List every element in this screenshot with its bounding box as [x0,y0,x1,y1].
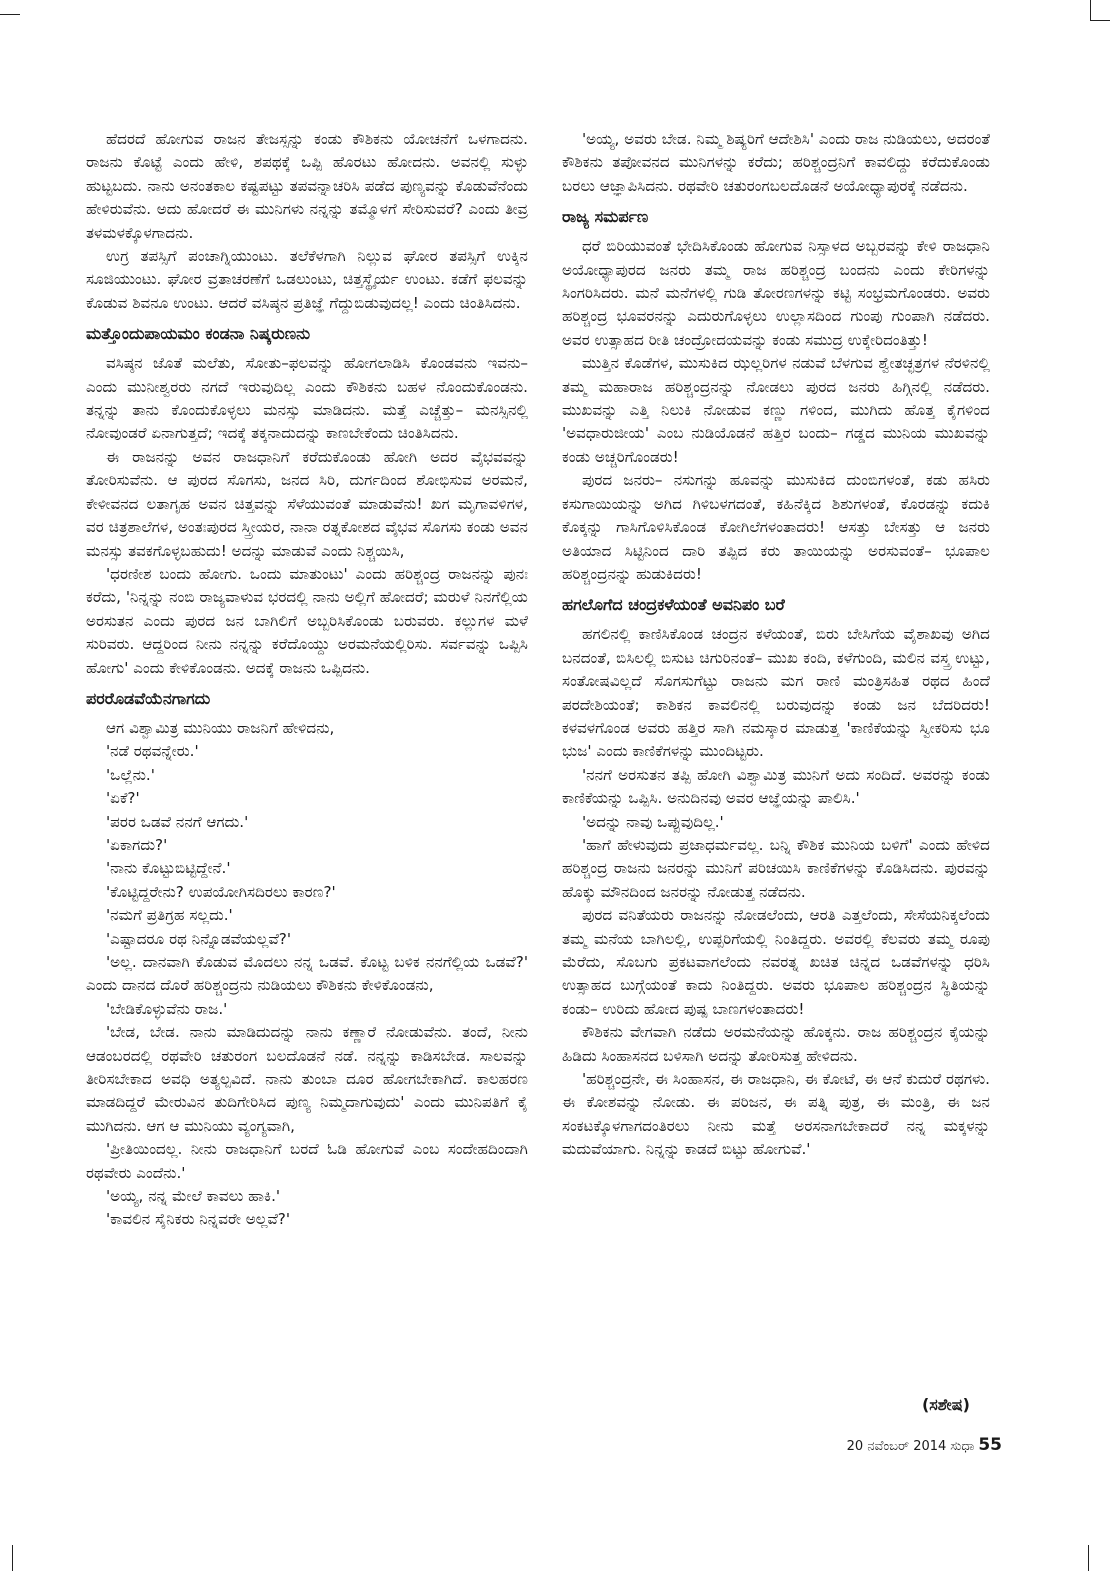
section-heading: ಹಗಲೊಗೆದ ಚಂದ್ರಕಳೆಯಂತೆ ಅವನಿಪಂ ಬರೆ [562,595,785,615]
paragraph: 'ಹರಿಶ್ಚಂದ್ರನೇ, ಈ ಸಿಂಹಾಸನ, ಈ ರಾಜಧಾನಿ, ಈ ಕೋಟೆ, ಈ ಆನೆ ಕುದುರೆ ರಥಗಳು. ಈ ಕೋಶವನ್ನು ನೋಡು. ಈ ಪರಿಜನ, ಈ ಪತ್ನಿ ಪುತ್ರ, ಈ ಮಂತ್ರಿ, ಈ ಜನ ಸಂಕಟಕ್ಕೊಳಗಾಗದಂತಿರಲು ನೀನು ಮತ್ತೆ ಅರಸನಾಗಬೇಕಾದರೆ ನನ್ನ ಮಕ್ಕಳನ್ನು ಮದುವೆಯಾಗು. ನಿನ್ನನ್ನು ಕಾಡದೆ ಬಿಟ್ಟು ಹೋಗುವೆ.' [562,1070,990,1159]
dialogue-line: 'ಅಯ್ಯ, ನನ್ನ ಮೇಲೆ ಕಾವಲು ಹಾಕಿ.' [106,1187,281,1206]
dialogue-line: 'ಬೇಡಿಕೊಳ್ಳುವೆನು ರಾಜ.' [106,999,228,1018]
paragraph: ಪುರದ ವನಿತೆಯರು ರಾಜನನ್ನು ನೋಡಲೆಂದು, ಆರತಿ ಎತ್ತಲೆಂದು, ಸೇಸೆಯನಿಕ್ಕಲೆಂದು ತಮ್ಮ ಮನೆಯ ಬಾಗಿಲಲ್ಲಿ, ಉಪ್ಪರಿಗೆಯಲ್ಲಿ ನಿಂತಿದ್ದರು. ಅವರಲ್ಲಿ ಕೆಲವರು ತಮ್ಮ ರೂಪು ಮೆರೆದು, ಸೊಬಗು ಪ್ರಕಟವಾಗಲೆಂದು ನವರತ್ನ ಖಚಿತ ಚಿನ್ನದ ಒಡವೆಗಳನ್ನು ಧರಿಸಿ ಉತ್ಸಾಹದ ಬುಗ್ಗೆಯಂತೆ ಕಾದು ನಿಂತಿದ್ದರು. ಅವರು ಭೂಪಾಲ ಹರಿಶ್ಚಂದ್ರನ ಸ್ಥಿತಿಯನ್ನು ಕಂಡು– ಉರಿದು ಹೋದ ಪುಷ್ಪ ಬಾಣಗಳಂತಾದರು! [562,906,990,1018]
paragraph: ಈ ರಾಜನನ್ನು ಅವನ ರಾಜಧಾನಿಗೆ ಕರೆದುಕೊಂಡು ಹೋಗಿ ಅದರ ವೈಭವವನ್ನು ತೋರಿಸುವೆನು. ಆ ಪುರದ ಸೊಗಸು, ಜನದ ಸಿರಿ, ದುರ್ಗದಿಂದ ಶೋಭಿಸುವ ಅರಮನೆ, ಕೇಳೀವನದ ಲತಾಗೃಹ ಅವನ ಚಿತ್ತವನ್ನು ಸೆಳೆಯುವಂತೆ ಮಾಡುವೆನು! ಖಗ ಮೃಗಾವಳಿಗಳ, ವರ ಚಿತ್ರಶಾಲೆಗಳ, ಅಂತಃಪುರದ ಸ್ತ್ರೀಯರ, ನಾನಾ ರತ್ನಕೋಶದ ವೈಭವ ಸೊಗಸು ಕಂಡು ಅವನ ಮನಸ್ಸು ತವಕಗೊಳ್ಳಬಹುದು! ಅದನ್ನು ಮಾಡುವೆ ಎಂದು ನಿಶ್ಚಯಿಸಿ, [86,447,528,560]
paragraph: ಪುರದ ಜನರು– ನಸುಗನ್ನು ಹೂವನ್ನು ಮುಸುಕಿದ ದುಂಬಿಗಳಂತೆ, ಕಡು ಹಸಿರು ಕಸುಗಾಯಿಯನ್ನು ಅಗಿದ ಗಿಳಿಬಳಗದಂತೆ, ಕಹಿನೆಕ್ಕಿದ ಶಿಶುಗಳಂತೆ, ಕೊರಡನ್ನು ಕದುಕಿ ಕೊಕ್ಕನ್ನು ಗಾಸಿಗೊಳಿಸಿಕೊಂಡ ಕೋಗಿಲೆಗಳಂತಾದರು! ಆಸತ್ತು ಬೇಸತ್ತು ಆ ಜನರು ಅತಿಯಾದ ಸಿಟ್ಟಿನಿಂದ ದಾರಿ ತಪ್ಪಿದ ಕರು ತಾಯಿಯನ್ನು ಅರಸುವಂತೆ– ಭೂಪಾಲ ಹರಿಶ್ಚಂದ್ರನನ್ನು ಹುಡುಕಿದರು! [562,471,990,583]
paragraph: 'ಬೇಡ, ಬೇಡ. ನಾನು ಮಾಡಿದುದನ್ನು ನಾನು ಕಣ್ಣಾರೆ ನೋಡುವೆನು. ತಂದೆ, ನೀನು ಆಡಂಬರದಲ್ಲಿ ರಥವೇರಿ ಚತುರಂಗ ಬಲದೊಡನೆ ನಡೆ. ನನ್ನನ್ನು ಕಾಡಿಸಬೇಡ. ಸಾಲವನ್ನು ತೀರಿಸಬೇಕಾದ ಅವಧಿ ಅತ್ಯಲ್ಪವಿದೆ. ನಾನು ತುಂಬಾ ದೂರ ಹೋಗಬೇಕಾಗಿದೆ. ಕಾಲಹರಣ ಮಾಡದಿದ್ದರೆ ಮೇರುವಿನ ತುದಿಗೇರಿಸಿದ ಪುಣ್ಯ ನಿಮ್ಮದಾಗುವುದು' ಎಂದು ಮುನಿಪತಿಗೆ ಕೈ ಮುಗಿದನು. ಆಗ ಆ ಮುನಿಯು ವ್ಯಂಗ್ಯವಾಗಿ, [86,1023,528,1135]
issue-date: 20 ನವೆಂಬರ್ 2014 [846,1439,947,1454]
crop-mark-top-right-h [1090,20,1110,21]
dialogue-line: 'ಪರರ ಒಡವೆ ನನಗೆ ಆಗದು.' [106,812,249,831]
crop-mark-top-right-v [1090,0,1091,20]
crop-mark-bottom-right-v [1088,1545,1089,1571]
paragraph: ಉಗ್ರ ತಪಸ್ಸಿಗೆ ಪಂಚಾಗ್ನಿಯುಂಟು. ತಲೆಕೆಳಗಾಗಿ ನಿಲ್ಲುವ ಘೋರ ತಪಸ್ಸಿಗೆ ಉಕ್ಕಿನ ಸೂಜಿಯುಂಟು. ಘೋರ ವ್ರತಾಚರಣೆಗೆ ಒಡಲುಂಟು, ಚಿತ್ತಸ್ಥೈರ್ಯ ಉಂಟು. ಕಡೆಗೆ ಫಲವನ್ನು ಕೊಡುವ ಶಿವನೂ ಉಂಟು. ಆದರೆ ವಸಿಷ್ಠನ ಪ್ರತಿಜ್ಞೆ ಗೆದ್ದುಬಿಡುವುದಲ್ಲ! ಎಂದು ಚಿಂತಿಸಿದನು. [86,247,528,312]
paragraph: ಮುತ್ತಿನ ಕೊಡೆಗಳ, ಮುಸುಕಿದ ಝಲ್ಲರಿಗಳ ನಡುವೆ ಬೆಳಗುವ ಶ್ವೇತಚ್ಛತ್ರಗಳ ನೆರಳಿನಲ್ಲಿ ತಮ್ಮ ಮಹಾರಾಜ ಹರಿಶ್ಚಂದ್ರನನ್ನು ನೋಡಲು ಪುರದ ಜನರು ಹಿಗ್ಗಿನಲ್ಲಿ ನಡೆದರು. ಮುಖವನ್ನು ಎತ್ತಿ ನಿಲುಕಿ ನೋಡುವ ಕಣ್ಣು ಗಳಿಂದ, ಮುಗಿದು ಹೊತ್ತ ಕೈಗಳಿಂದ 'ಅವಧಾರುಜೀಯ' ಎಂಬ ನುಡಿಯೊಡನೆ ಹತ್ತಿರ ಬಂದು– ಗಡ್ಡದ ಮುನಿಯ ಮುಖವನ್ನು ಕಂಡು ಅಚ್ಚರಿಗೊಂಡರು! [562,354,990,466]
dialogue-line: 'ನಾನು ಕೊಟ್ಟುಬಿಟ್ಟಿದ್ದೇನೆ.' [106,859,231,878]
right-column [562,128,990,1162]
dialogue-line: 'ಕೊಟ್ಟಿದ್ದರೇನು? ಉಪಯೋಗಿಸದಿರಲು ಕಾರಣ?' [106,882,336,901]
paragraph: ವಸಿಷ್ಠನ ಜೊತೆ ಮಲೆತು, ಸೋತು–ಫಲವನ್ನು ಹೋಗಲಾಡಿಸಿ ಕೊಂಡವನು ಇವನು– ಎಂದು ಮುನೀಶ್ವರರು ನಗದೆ ಇರುವುದಿಲ್ಲ ಎಂದು ಕೌಶಿಕನು ಬಹಳ ನೊಂದುಕೊಂಡನು. ತನ್ನನ್ನು ತಾನು ಕೊಂದುಕೊಳ್ಳಲು ಮನಸ್ಸು ಮಾಡಿದನು. ಮತ್ತೆ ಎಚ್ಚೆತ್ತು– ಮನಸ್ಸಿನಲ್ಲಿ ನೋವುಂಡರೆ ಏನಾಗುತ್ತದೆ; ಇದಕ್ಕೆ ತಕ್ಕನಾದುದನ್ನು ಕಾಣಬೇಕೆಂದು ಚಿಂತಿಸಿದನು. [86,354,528,443]
section-heading: ಮತ್ತೊಂದುಪಾಯಮಂ ಕಂಡನಾ ನಿಷ್ಕರುಣನು [86,324,311,344]
dialogue-line: 'ನಡೆ ರಥವನ್ನೇರು.' [106,742,199,761]
paragraph: ಧರೆ ಬಿರಿಯುವಂತೆ ಭೇದಿಸಿಕೊಂಡು ಹೋಗುವ ನಿಸ್ಸಾಳದ ಅಬ್ಬರವನ್ನು ಕೇಳಿ ರಾಜಧಾನಿ ಅಯೋಧ್ಯಾಪುರದ ಜನರು ತಮ್ಮ ರಾಜ ಹರಿಶ್ಚಂದ್ರ ಬಂದನು ಎಂದು ಕೇರಿಗಳನ್ನು ಸಿಂಗರಿಸಿದರು. ಮನೆ ಮನೆಗಳಲ್ಲಿ ಗುಡಿ ತೋರಣಗಳನ್ನು ಕಟ್ಟಿ ಸಂಭ್ರಮಗೊಂಡರು. ಅವರು ಹರಿಶ್ಚಂದ್ರ ಭೂವರನನ್ನು ಎದುರುಗೊಳ್ಳಲು ಉಲ್ಲಾಸದಿಂದ ಗುಂಪು ಗುಂಪಾಗಿ ನಡೆದರು. ಅವರ ಉತ್ಸಾಹದ ರೀತಿ ಚಂದ್ರೋದಯವನ್ನು ಕಂಡು ಸಮುದ್ರ ಉಕ್ಕೇರಿದಂತಿತ್ತು! [562,237,990,349]
section-heading: ರಾಜ್ಯ ಸಮರ್ಪಣ [562,207,649,227]
dialogue-line: 'ಒಲ್ಲೆನು.' [106,765,155,784]
paragraph: 'ನನಗೆ ಅರಸುತನ ತಪ್ಪಿ ಹೋಗಿ ವಿಶ್ವಾಮಿತ್ರ ಮುನಿಗೆ ಅದು ಸಂದಿದೆ. ಅವರನ್ನು ಕಂಡು ಕಾಣಿಕೆಯನ್ನು ಒಪ್ಪಿಸಿ. ಅನುದಿನವು ಅವರ ಆಜ್ಞೆಯನ್ನು ಪಾಲಿಸಿ.' [562,765,990,808]
paragraph: ಹಗಲಿನಲ್ಲಿ ಕಾಣಿಸಿಕೊಂಡ ಚಂದ್ರನ ಕಳೆಯಂತೆ, ಬಿರು ಬೇಸಿಗೆಯ ವೈಶಾಖವು ಅಗಿದ ಬನದಂತೆ, ಬಿಸಿಲಲ್ಲಿ ಬಿಸುಟ ಚಿಗುರಿನಂತೆ– ಮುಖ ಕಂದಿ, ಕಳೆಗುಂದಿ, ಮಲಿನ ವಸ್ತ್ರ ಉಟ್ಟು, ಸಂತೋಷವಿಲ್ಲದೆ ಸೊಗಸುಗೆಟ್ಟು ರಾಜನು ಮಗ ರಾಣಿ ಮಂತ್ರಿಸಹಿತ ರಥದ ಹಿಂದೆ ಪರದೇಶಿಯಂತೆ; ಕಾಶಿಕನ ಕಾವಲಿನಲ್ಲಿ ಬರುವುದನ್ನು ಕಂಡು ಜನ ಬೆದರಿದರು! ಕಳವಳಗೊಂಡ ಅವರು ಹತ್ತಿರ ಸಾಗಿ ನಮಸ್ಕಾರ ಮಾಡುತ್ತ 'ಕಾಣಿಕೆಯನ್ನು ಸ್ವೀಕರಿಸು ಭೂ ಭುಜ' ಎಂದು ಕಾಣಿಕೆಗಳನ್ನು ಮುಂದಿಟ್ಟರು. [562,625,990,761]
dialogue-line: ಆಗ ವಿಶ್ವಾಮಿತ್ರ ಮುನಿಯು ರಾಜನಿಗೆ ಹೇಳಿದನು, [106,718,335,737]
paragraph: ಕೌಶಿಕನು ವೇಗವಾಗಿ ನಡೆದು ಅರಮನೆಯನ್ನು ಹೊಕ್ಕನು. ರಾಜ ಹರಿಶ್ಚಂದ್ರನ ಕೈಯನ್ನು ಹಿಡಿದು ಸಿಂಹಾಸನದ ಬಳಿಸಾಗಿ ಅದನ್ನು ತೋರಿಸುತ್ತ ಹೇಳಿದನು. [562,1023,990,1065]
dialogue-line: 'ನಮಗೆ ಪ್ರತಿಗ್ರಹ ಸಲ್ಲದು.' [106,906,233,925]
dialogue-line: 'ಎಷ್ಟಾದರೂ ರಥ ನಿನ್ನೊಡವೆಯಲ್ಲವೆ?' [106,929,292,948]
crop-mark-bottom-left-v [12,1545,13,1571]
dialogue-line: 'ಏಕಾಗದು?' [106,835,168,854]
dialogue-line: 'ಅದನ್ನು ನಾವು ಒಪ್ಪುವುದಿಲ್ಲ.' [582,812,724,831]
paragraph: ಹೆದರದೆ ಹೋಗುವ ರಾಜನ ತೇಜಸ್ಸನ್ನು ಕಂಡು ಕೌಶಿಕನು ಯೋಚನೆಗೆ ಒಳಗಾದನು. ರಾಜನು ಕೊಟ್ಟೆ ಎಂದು ಹೇಳಿ, ಶಪಥಕ್ಕೆ ಒಪ್ಪಿ ಹೊರಟು ಹೋದನು. ಅವನಲ್ಲಿ ಸುಳ್ಳು ಹುಟ್ಟಬದು. ನಾನು ಅನಂತಕಾಲ ಕಷ್ಟಪಟ್ಟು ತಪವನ್ನಾಚರಿಸಿ ಪಡೆದ ಪುಣ್ಯವನ್ನು ಕೊಡುವೆನೆಂದು ಹೇಳಿರುವೆನು. ಅದು ಹೋದರೆ ಈ ಮುನಿಗಳು ನನ್ನನ್ನು ತಮ್ಮೊಳಗೆ ಸೇರಿಸುವರೆ? ಎಂದು ತೀವ್ರ ತಳಮಳಕ್ಕೊಳಗಾದನು. [86,130,528,242]
paragraph: 'ಅಯ್ಯ, ಅವರು ಬೇಡ. ನಿಮ್ಮ ಶಿಷ್ಯರಿಗೆ ಆದೇಶಿಸಿ' ಎಂದು ರಾಜ ನುಡಿಯಲು, ಅದರಂತೆ ಕೌಶಿಕನು ತಪೋವನದ ಮುನಿಗಳನ್ನು ಕರೆದು; ಹರಿಶ್ಚಂದ್ರನಿಗೆ ಕಾವಲಿದ್ದು ಕರೆದುಕೊಂಡು ಬರಲು ಆಜ್ಞಾಪಿಸಿದನು. ರಥವೇರಿ ಚತುರಂಗಬಲದೊಡನೆ ಅಯೋಧ್ಯಾಪುರಕ್ಕೆ ನಡೆದನು. [562,130,990,195]
crop-mark-top-left-h [0,14,20,15]
continued-note: (ಸಶೇಷ) [921,1395,970,1414]
page-number: 55 [978,1435,1002,1455]
page-footer [847,1435,1002,1455]
paragraph: 'ಪ್ರೀತಿಯಿಂದಲ್ಲ. ನೀನು ರಾಜಧಾನಿಗೆ ಬರದೆ ಓಡಿ ಹೋಗುವೆ ಎಂಬ ಸಂದೇಹದಿಂದಾಗಿ ರಥವೇರು ಎಂದೆನು.' [86,1140,528,1182]
dialogue-line: 'ಏಕೆ?' [106,789,140,808]
section-heading: ಪರರೊಡವೆಯೆನಗಾಗದು [86,688,211,708]
paragraph: 'ಧರಣೀಶ ಬಂದು ಹೋಗು. ಒಂದು ಮಾತುಂಟು' ಎಂದು ಹರಿಶ್ಚಂದ್ರ ರಾಜನನ್ನು ಪುನಃ ಕರೆದು, 'ನಿನ್ನನ್ನು ನಂಬಿ ರಾಜ್ಯವಾಳುವ ಭರದಲ್ಲಿ ನಾನು ಅಲ್ಲಿಗೆ ಹೋದರೆ; ಮರುಳೆ ನಿನಗೆಲ್ಲಿಯ ಅರಸುತನ ಎಂದು ಪುರದ ಜನ ಬಾಗಿಲಿಗೆ ಅಬ್ಬರಿಸಿಕೊಂಡು ಬರುವರು. ಕಲ್ಲುಗಳ ಮಳೆ ಸುರಿವರು. ಆದ್ದರಿಂದ ನೀನು ನನ್ನನ್ನು ಕರೆದೊಯ್ದು ಅರಮನೆಯಲ್ಲಿರಿಸು. ಸರ್ವವನ್ನು ಒಪ್ಪಿಸಿ ಹೋಗು' ಎಂದು ಕೇಳಿಕೊಂಡನು. ಅದಕ್ಕೆ ರಾಜನು ಒಪ್ಪಿದನು. [86,564,528,677]
paragraph: 'ಅಲ್ಲ. ದಾನವಾಗಿ ಕೊಡುವ ಮೊದಲು ನನ್ನ ಒಡವೆ. ಕೊಟ್ಟ ಬಳಿಕ ನನಗೆಲ್ಲಿಯ ಒಡವೆ?' ಎಂದು ದಾನದ ದೊರೆ ಹರಿಶ್ಚಂದ್ರನು ನುಡಿಯಲು ಕೌಶಿಕನು ಕೇಳಿಕೊಂಡನು, [86,953,528,995]
paragraph: 'ಹಾಗೆ ಹೇಳುವುದು ಪ್ರಜಾಧರ್ಮವಲ್ಲ. ಬನ್ನಿ ಕೌಶಿಕ ಮುನಿಯ ಬಳಿಗೆ' ಎಂದು ಹೇಳಿದ ಹರಿಶ್ಚಂದ್ರ ರಾಜನು ಜನರನ್ನು ಮುನಿಗೆ ಪರಿಚಯಿಸಿ ಕಾಣಿಕೆಗಳನ್ನು ಕೊಡಿಸಿದನು. ಪುರವನ್ನು ಹೊಕ್ಕು ಮೌನದಿಂದ ಜನರನ್ನು ನೋಡುತ್ತ ನಡೆದನು. [562,835,990,901]
dialogue-line: 'ಕಾವಲಿನ ಸೈನಿಕರು ನಿನ್ನವರೇ ಅಲ್ಲವೆ?' [106,1210,291,1229]
left-column [86,128,528,1232]
magazine-name: ಸುಧಾ [950,1439,975,1454]
